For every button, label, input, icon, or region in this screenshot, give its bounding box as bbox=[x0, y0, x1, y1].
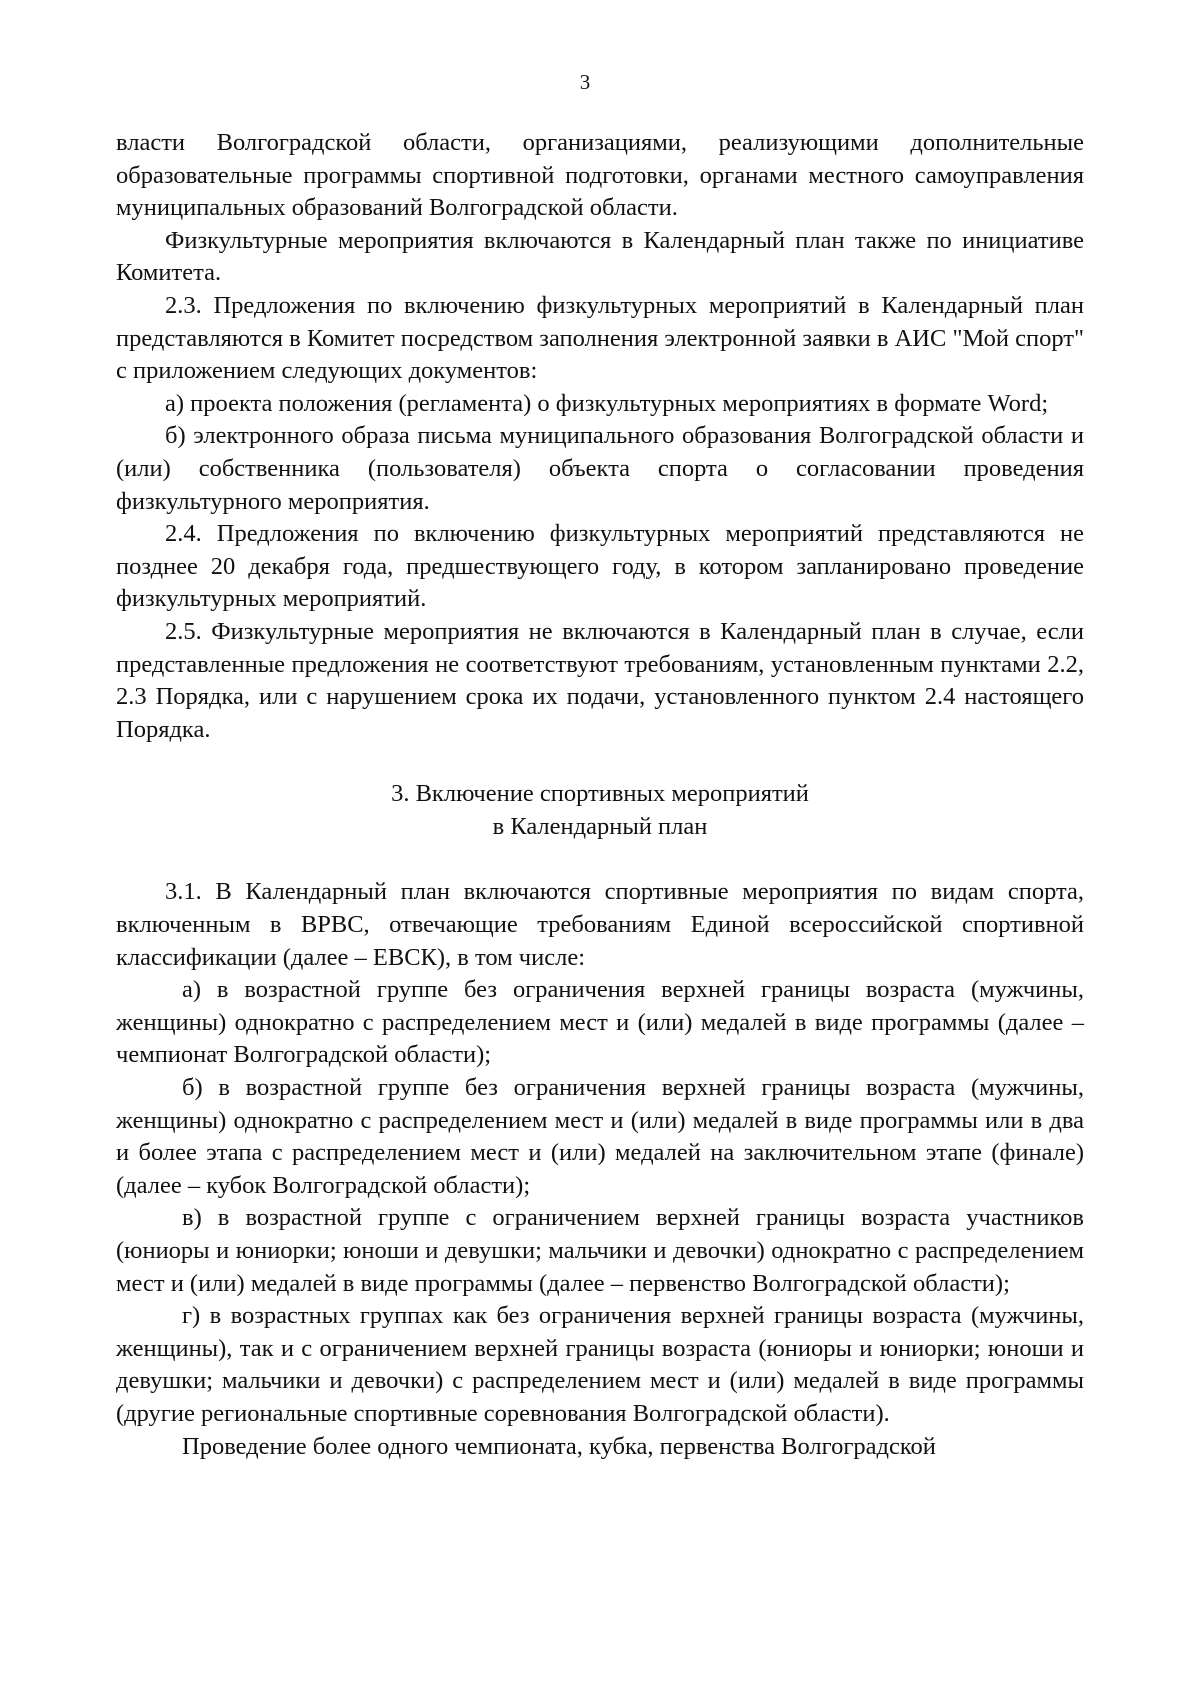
paragraph-p1: власти Волгоградской области, организациями, реализующими дополнительные образовательные программы спортивной подготовки, органами местного самоуправления муниципальных образований Волгоградской области. bbox=[116, 129, 1084, 222]
section-2-continuation bbox=[116, 127, 1084, 746]
paragraph-p5: б) электронного образа письма муниципального образования Волгоградской области и (или) собственника (пользователя) объекта спорта о согласовании проведения физкультурного мероприятия. bbox=[116, 422, 1084, 515]
section-heading-line-2: в Календарный план bbox=[492, 812, 708, 840]
paragraph-p10: б) в возрастной группе без ограничения верхней границы возраста (мужчины, женщины) однократно с распределением мест и (или) медалей в виде программы или в два и более этапа с распределением мест и (или) медалей на заключительном этапе (финале) (далее – кубок Волгоградской области); bbox=[116, 1074, 1084, 1199]
paragraph-p3: 2.3. Предложения по включению физкультурных мероприятий в Календарный план представляются в Комитет посредством заполнения электронной заявки в АИС "Мой спорт" с приложением следующих документов: bbox=[116, 291, 1084, 385]
paragraph-p8: 3.1. В Календарный план включаются спортивные мероприятия по видам спорта, включенным в ВРВС, отвечающие требованиям Единой всероссийской спортивной классификации (далее – ЕВСК), в том числе: bbox=[116, 878, 1084, 971]
document-body bbox=[116, 127, 1084, 1463]
section-heading-line-1: 3. Включение спортивных мероприятий bbox=[391, 780, 809, 808]
paragraph-p12: г) в возрастных группах как без ограничения верхней границы возраста (мужчины, женщины), так и с ограничением верхней границы возраста (юниоры и юниорки; юноши и девушки; мальчики и девочки) с распределением мест и (или) медалей в виде программы (другие региональные спортивные соревнования Волгоградской области). bbox=[116, 1302, 1084, 1427]
paragraph-p4: а) проекта положения (регламента) о физкультурных мероприятиях в формате Word; bbox=[165, 389, 1049, 417]
paragraph-p11: в) в возрастной группе с ограничением верхней границы возраста участников (юниоры и юниорки; юноши и девушки; мальчики и девочки) однократно с распределением мест и (или) медалей в виде программы (далее – первенство Волгоградской области); bbox=[116, 1204, 1084, 1297]
page-number: 3 bbox=[579, 70, 591, 94]
paragraph-p13: Проведение более одного чемпионата, кубка, первенства Волгоградской bbox=[182, 1432, 936, 1460]
section-3-body bbox=[116, 876, 1084, 1463]
section-heading bbox=[116, 778, 1084, 843]
paragraph-p2: Физкультурные мероприятия включаются в Календарный план также по инициативе Комитета. bbox=[116, 226, 1084, 287]
paragraph-p9: а) в возрастной группе без ограничения верхней границы возраста (мужчины, женщины) однократно с распределением мест и (или) медалей в виде программы (далее – чемпионат Волгоградской области); bbox=[116, 976, 1084, 1069]
paragraph-p7: 2.5. Физкультурные мероприятия не включаются в Календарный план в случае, если представленные предложения не соответствуют требованиям, установленным пунктами 2.2, 2.3 Порядка, или с нарушением срока их подачи, установленного пунктом 2.4 настоящего Порядка. bbox=[116, 617, 1084, 743]
paragraph-p6: 2.4. Предложения по включению физкультурных мероприятий представляются не позднее 20 декабря года, предшествующего году, в котором запланировано проведение физкультурных мероприятий. bbox=[116, 520, 1084, 613]
